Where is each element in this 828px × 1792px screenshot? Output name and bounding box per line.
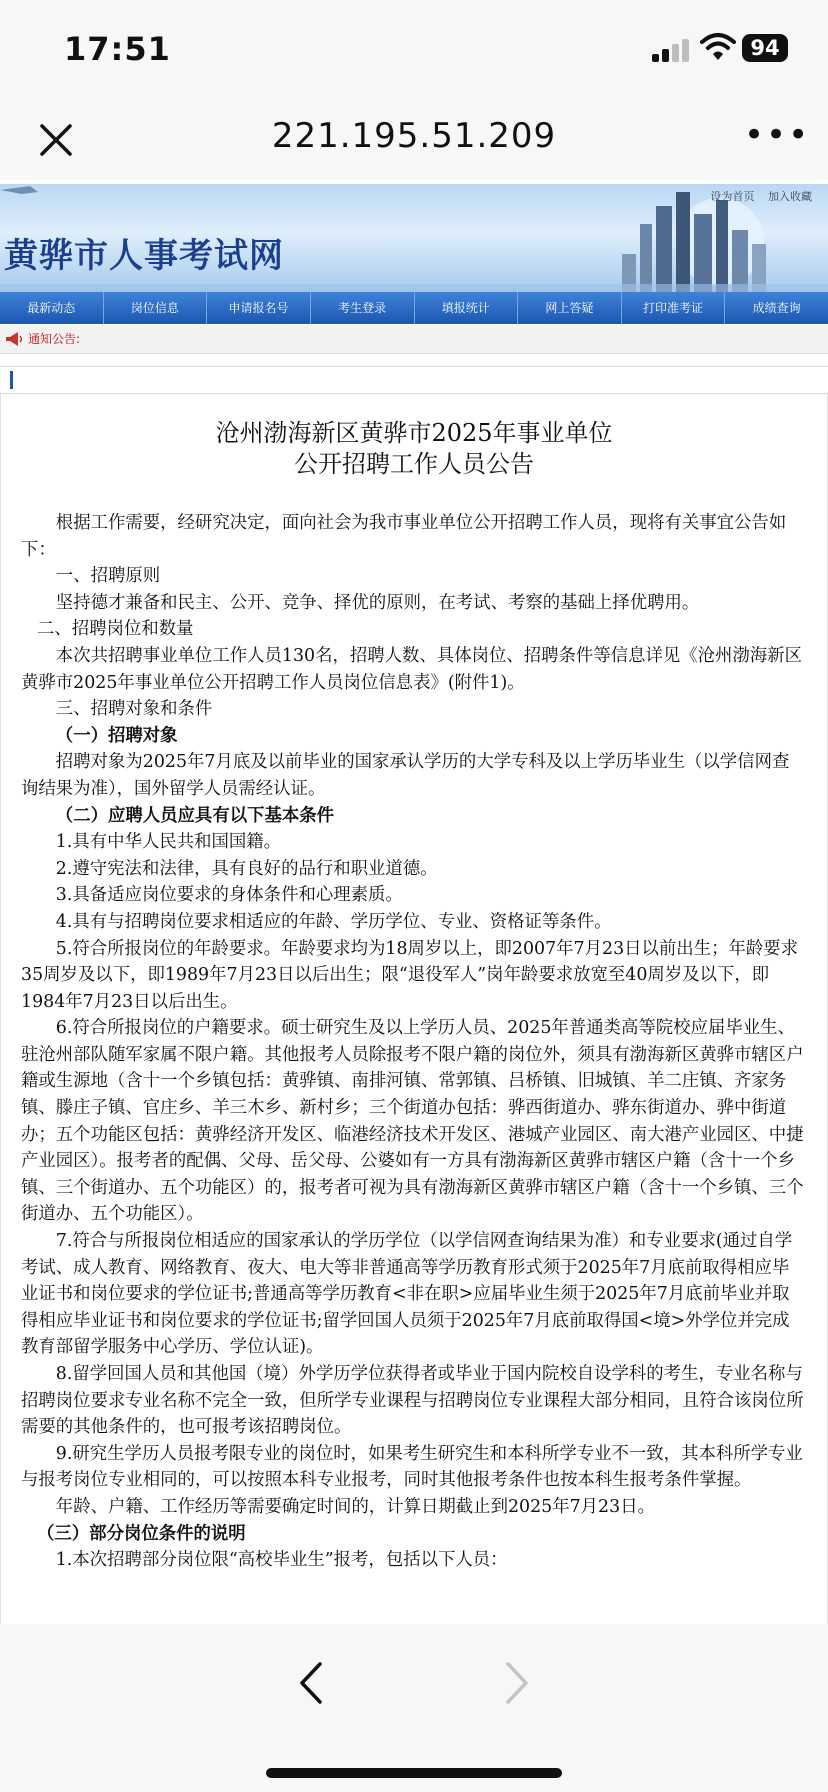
nav-candidate-login[interactable]: 考生登录 (311, 292, 415, 324)
article-title (1, 418, 827, 480)
list-item: 4.具有与招聘岗位要求相适应的年龄、学历学位、专业、资格证等条件。 (55, 911, 612, 932)
home-indicator[interactable] (266, 1768, 562, 1778)
section-marker (10, 371, 13, 389)
article-title-line-1: 沧州渤海新区黄骅市2025年事业单位 (215, 419, 613, 447)
add-favorite-link[interactable]: 加入收藏 (768, 190, 812, 203)
more-options-icon[interactable]: ••• (744, 115, 811, 155)
megaphone-icon (4, 329, 24, 349)
nav-print-admission-ticket[interactable]: 打印准考证 (622, 292, 726, 324)
article-body (1, 510, 827, 1574)
paragraph: 年龄、户籍、工作经历等需要确定时间的，计算日期截止到2025年7月23日。 (55, 1496, 655, 1517)
content-header-bar (0, 366, 828, 394)
status-time: 17:51 (64, 30, 171, 68)
forward-chevron-icon[interactable] (496, 1658, 536, 1708)
nav-latest-news[interactable]: 最新动态 (0, 292, 104, 324)
notice-bar (0, 325, 828, 354)
section-heading: 一、招聘原则 (55, 566, 161, 587)
header-links (701, 188, 813, 204)
notice-label: 通知公告: (28, 332, 81, 346)
cellular-signal-icon (652, 38, 692, 62)
list-item: 2.遵守宪法和法律，具有良好的品行和职业道德。 (55, 858, 438, 879)
list-item: 1.本次招聘部分岗位限“高校毕业生”报考，包括以下人员： (55, 1550, 508, 1571)
battery-icon: 94 (742, 34, 788, 62)
status-bar (0, 0, 828, 100)
nav-registration-stats[interactable]: 填报统计 (415, 292, 519, 324)
subsection-heading: （一）招聘对象 (55, 725, 178, 746)
site-banner (0, 184, 828, 292)
paragraph: 坚持德才兼备和民主、公开、竞争、择优的原则，在考试、考察的基础上择优聘用。 (55, 592, 700, 613)
list-item: 8.留学回国人员和其他国（境）外学历学位获得者或毕业于国内院校自设学科的考生，专业名称与招聘岗位要求专业名称不完全一致，但所学专业课程与招聘岗位专业课程大部分相同，且符合该岗位所需要的其他条件的，也可报考该招聘岗位。 (21, 1364, 804, 1438)
paragraph: 根据工作需要，经研究决定，面向社会为我市事业单位公开招聘工作人员，现将有关事宜公告如下： (21, 513, 787, 560)
list-item: 5.符合所报岗位的年龄要求。年龄要求均为18周岁以上，即2007年7月23日以前出生；年龄要求35周岁及以下，即1989年7月23日以后出生；限“退役军人”岗年龄要求放宽至40周岁及以下，即1984年7月23日以后出生。 (21, 938, 799, 1012)
list-item: 6.符合所报岗位的户籍要求。硕士研究生及以上学历人员、2025年普通类高等院校应届毕业生、驻沧州部队随军家属不限户籍。其他报考人员除报考不限户籍的岗位外，须具有渤海新区黄骅市辖区户籍或生源地（含十一个乡镇包括：黄骅镇、南排河镇、常郭镇、吕桥镇、旧城镇、羊二庄镇、齐家务镇、滕庄子镇、官庄乡、羊三木乡、新村乡；三个街道办包括：骅西街道办、骅东街道办、骅中街道办；五个功能区包括：黄骅经济开发区、临港经济技术开发区、港城产业园区、南大港产业园区、中捷产业园区）。报考者的配偶、父母、岳父母、公婆如有一方具有渤海新区黄骅市辖区户籍（含十一个乡镇、三个街道办、五个功能区）的，报考者可视为具有渤海新区黄骅市辖区户籍（含十一个乡镇、三个街道办、五个功能区）。 (21, 1018, 804, 1225)
list-item: 9.研究生学历人员报考限专业的岗位时，如果考生研究生和本科所学专业不一致，其本科所学专业与报考岗位专业相同的，可以按照本科专业报考，同时其他报考条件也按本科生报考条件掌握。 (21, 1443, 803, 1491)
article-title-line-2: 公开招聘工作人员公告 (294, 450, 534, 478)
list-item: 7.符合与所报岗位相适应的国家承认的学历学位（以学信网查询结果为准）和专业要求(通过自学考试、成人教育、网络教育、夜大、电大等非普通高等学历教育形式须于2025年7月底前取得相应毕业证书和岗位要求的学位证书;普通高等学历教育<非在职>应届毕业生须于2025年7月底前毕业并取得相应毕业证书和岗位要求的学位证书;留学回国人员须于2025年7月底前取得国<境>外学位并完成教育部留学服务中心学历、学位认证)。 (21, 1231, 793, 1358)
main-nav (0, 292, 828, 324)
section-heading: 二、招聘岗位和数量 (37, 619, 194, 640)
list-item: 3.具备适应岗位要求的身体条件和心理素质。 (55, 885, 403, 906)
list-item: 1.具有中华人民共和国国籍。 (55, 832, 282, 853)
subsection-heading: （二）应聘人员应具有以下基本条件 (55, 805, 335, 826)
nav-apply-number[interactable]: 申请报名号 (207, 292, 311, 324)
nav-score-query[interactable]: 成绩查询 (752, 301, 801, 315)
paragraph: 本次共招聘事业单位工作人员130名，招聘人数、具体岗位、招聘条件等信息详见《沧州渤海新区黄骅市2025年事业单位公开招聘工作人员岗位信息表》(附件1)。 (21, 645, 803, 693)
paragraph: 招聘对象为2025年7月底及以前毕业的国家承认学历的大学专科及以上学历毕业生（以学信网查询结果为准），国外留学人员需经认证。 (21, 752, 790, 799)
back-chevron-icon[interactable] (292, 1658, 332, 1708)
wifi-icon (700, 32, 736, 62)
browser-bottom-bar (0, 1624, 828, 1792)
section-heading: 三、招聘对象和条件 (55, 699, 213, 720)
subsection-heading: （三）部分岗位条件的说明 (37, 1523, 246, 1544)
nav-online-qa[interactable]: 网上答疑 (518, 292, 622, 324)
nav-position-info[interactable]: 岗位信息 (104, 292, 208, 324)
site-title: 黄骅市人事考试网 (4, 236, 284, 276)
announcement-article (0, 392, 828, 1624)
browser-toolbar (0, 100, 828, 180)
url-display[interactable]: 221.195.51.209 (271, 116, 557, 156)
set-homepage-link[interactable]: 设为首页 (710, 190, 755, 203)
